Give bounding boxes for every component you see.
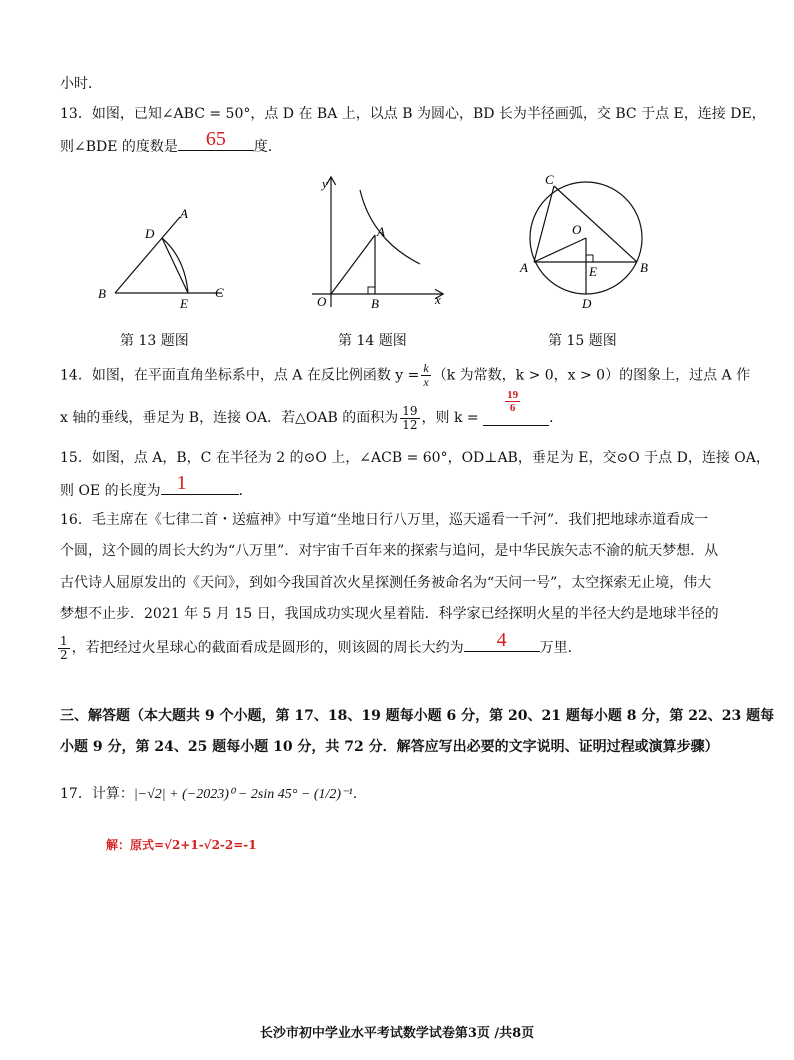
fig15-label-d: D xyxy=(582,296,592,311)
q14-text-post: （k 为常数，k > 0，x > 0）的图象上，过点 A 作 xyxy=(432,367,751,384)
q14-area-fraction xyxy=(400,405,419,432)
q16-line5 xyxy=(56,629,582,662)
q15-text-post: ． xyxy=(238,483,253,499)
fig13-caption: 第 13 题图 xyxy=(120,333,189,349)
section3-line2: 小题 9 分，第 24、25 题每小题 10 分，共 72 分．解答应写出必要的文字说明、证明过程或演算步骤） xyxy=(60,739,719,755)
q14-area-den: 12 xyxy=(402,417,418,432)
fig14-label-x: x xyxy=(435,292,441,307)
q15-answer-blank xyxy=(161,472,239,495)
q13-line1: 13．如图，已知∠ABC = 50°，点 D 在 BA 上，以点 B 为圆心，BD 长为半径画弧，交 BC 于点 E，连接 DE， xyxy=(60,106,766,122)
q15-answer: 1 xyxy=(176,472,187,494)
fig13-label-b: B xyxy=(98,286,106,301)
fig14-caption: 第 14 题图 xyxy=(338,333,407,349)
q13-answer-blank xyxy=(178,128,254,151)
fig14-right-angle xyxy=(368,287,375,294)
q14-text2-post: ． xyxy=(549,410,564,426)
q13-text-post: 度． xyxy=(253,139,282,155)
q13-line2 xyxy=(60,128,282,157)
fig13-label-c: C xyxy=(215,285,224,300)
q14-answer-fraction xyxy=(505,389,520,414)
page-footer: 长沙市初中学业水平考试数学试卷第3页 /共8页 xyxy=(259,1026,535,1041)
fig14-segment-oa xyxy=(331,235,375,294)
continuation-text: 小时． xyxy=(60,76,102,92)
q16-line4: 梦想不止步．2021 年 5 月 15 日，我国成功实现火星着陆．科学家已经探明火星的半径大约是地球半径的 xyxy=(60,606,719,622)
q16-frac-num: 1 xyxy=(60,633,68,648)
fig14-label-y: y xyxy=(322,176,328,191)
q14-function-fraction xyxy=(421,362,430,389)
q16-text-mid: ，若把经过火星球心的截面看成是圆形的，则该圆的周长大约为 xyxy=(71,640,464,656)
fig13-label-a: A xyxy=(180,206,188,221)
q15-line2 xyxy=(60,472,253,501)
q14-line1 xyxy=(60,362,750,389)
q15-text-pre: 则 OE 的长度为 xyxy=(60,483,161,499)
fig13-label-e: E xyxy=(180,296,188,311)
fig13-segment-de xyxy=(162,238,188,293)
fig15-label-e: E xyxy=(589,264,597,279)
q17-label: 17．计算： xyxy=(60,786,134,802)
q14-func-num: k xyxy=(423,361,429,375)
q15-line1: 15．如图，点 A，B，C 在半径为 2 的⊙O 上，∠ACB = 60°，OD⊥AB，垂足为 E，交⊙O 于点 D，连接 OA， xyxy=(60,450,770,466)
q16-text-post: 万里． xyxy=(539,640,582,656)
q14-answer-den: 6 xyxy=(509,402,516,414)
q16-answer: 4 xyxy=(496,629,507,651)
figure-14 xyxy=(310,172,450,312)
fig14-label-a: A xyxy=(377,224,385,239)
q14-line2 xyxy=(60,389,564,432)
fig14-label-b: B xyxy=(371,296,379,311)
q17-expression: |−√2| + (−2023)⁰ − 2sin 45° − (1/2)⁻¹． xyxy=(133,787,367,802)
q16-frac-den: 2 xyxy=(60,647,68,662)
q13-text-pre: 则∠BDE 的度数是 xyxy=(60,139,178,155)
fig15-segment-ac xyxy=(534,186,554,262)
q14-text2-mid: ，则 k = xyxy=(421,410,484,426)
q14-text-pre: 14．如图，在平面直角坐标系中，点 A 在反比例函数 y = xyxy=(60,367,420,384)
q17-line xyxy=(60,784,367,805)
fig13-label-d: D xyxy=(145,226,155,241)
figure-13 xyxy=(90,200,240,312)
q13-answer: 65 xyxy=(205,128,226,150)
q14-func-den: x xyxy=(423,375,429,389)
fig15-label-o: O xyxy=(572,222,582,237)
fig15-label-b: B xyxy=(640,260,648,275)
q14-answer-blank xyxy=(483,389,549,426)
q14-answer-num: 19 xyxy=(507,389,519,401)
fig14-label-o: O xyxy=(317,294,327,309)
figure-15 xyxy=(512,168,662,313)
fig15-caption: 第 15 题图 xyxy=(548,333,617,349)
section3-line1: 三、解答题（本大题共 9 个小题，第 17、18、19 题每小题 6 分，第 20、21 题每小题 8 分，第 22、23 题每 xyxy=(60,708,775,724)
q14-area-num: 19 xyxy=(402,403,418,418)
fig15-label-a: A xyxy=(520,260,528,275)
q14-text2-pre: x 轴的垂线，垂足为 B，连接 OA．若△OAB 的面积为 xyxy=(60,410,399,426)
q17-solution: 解：原式=√2+1-√2-2=-1 xyxy=(106,838,257,852)
fig15-label-c: C xyxy=(545,172,554,187)
q16-line1: 16．毛主席在《七律二首・送瘟神》中写道“坐地日行八万里，巡天遥看一千河”．我们把地球赤道看成一 xyxy=(60,512,709,528)
q16-line2: 个圆，这个圆的周长大约为“八万里”．对宇宙千百年来的探索与追问，是中华民族矢志不渝的航天梦想．从 xyxy=(60,543,719,559)
fig15-right-angle xyxy=(586,255,593,262)
q16-answer-blank xyxy=(464,629,540,652)
q16-line3: 古代诗人屈原发出的《天问》，到如今我国首次火星探测任务被命名为“天问一号”，太空探索无止境，伟大 xyxy=(60,575,712,591)
fig15-segment-oa xyxy=(534,238,586,262)
fig14-hyperbola xyxy=(360,190,420,264)
q16-fraction xyxy=(58,635,70,662)
